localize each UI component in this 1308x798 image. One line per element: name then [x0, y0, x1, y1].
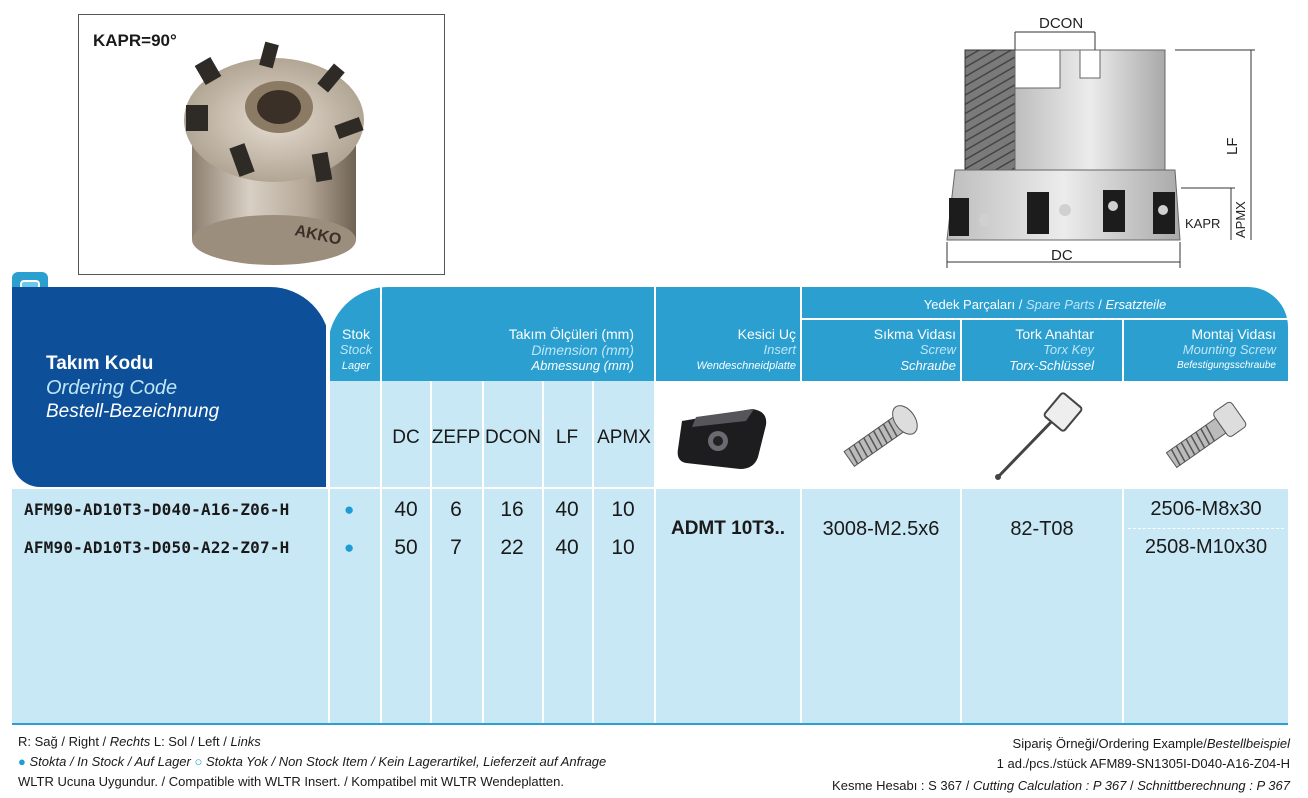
insert-image-cell [656, 381, 800, 489]
dimension-de: Abmessung (mm) [531, 358, 634, 373]
key-image-cell [962, 381, 1122, 489]
stock-tr: Stok [341, 326, 370, 342]
stock-en: Stock [339, 342, 373, 357]
lf-row2: 40 [555, 536, 579, 559]
screw-icon [802, 381, 960, 489]
insert-value: ADMT 10T3.. [670, 518, 786, 539]
mount-image-cell [1124, 381, 1288, 489]
screw-en: Screw [919, 342, 956, 357]
lf-row1: 40 [555, 498, 579, 521]
key-en: Torx Key [1043, 342, 1094, 357]
milling-cutter-image [174, 35, 374, 270]
footer-example-code: 1 ad./pcs./stück AFM89-SN1305I-D040-A16-Z04-H [996, 756, 1290, 771]
footer-bestellbeispiel: Bestellbeispiel [1206, 736, 1290, 751]
insert-header [656, 326, 796, 374]
footer-rechts: Rechts [109, 734, 151, 749]
footer-non-stock: Stokta Yok / Non Stock Item / Kein Lagerartikel, Lieferzeit auf Anfrage [202, 754, 607, 769]
key-header [962, 326, 1094, 374]
footer-links: Links [230, 734, 261, 749]
footer-r-label: R: Sağ / Right / [18, 734, 110, 749]
brand-engraving: AKKO [293, 222, 343, 249]
mount-tr: Montaj Vidası [1191, 326, 1276, 342]
stock-de: Lager [341, 360, 371, 372]
mount-divider [1128, 528, 1284, 529]
screw-tr: Sıkma Vidası [873, 326, 956, 342]
code-column [12, 489, 328, 723]
ordering-code-row1: AFM90-AD10T3-D040-A16-Z06-H [24, 500, 290, 519]
footer-compat: WLTR Ucuna Uygundur. / Compatible with WLTR Insert. / Kompatibel mit WLTR Wendeplatten. [18, 774, 564, 789]
dc-row1: 40 [394, 498, 418, 521]
mount-en: Mounting Screw [1182, 342, 1276, 357]
dim-header-dc: DC [392, 427, 420, 448]
lf-label: LF [1224, 137, 1241, 155]
footer-calc-sep: / [1126, 778, 1138, 793]
ordering-code-tr: Takım Kodu [46, 353, 154, 374]
dimension-header [382, 326, 634, 374]
ordering-code-row2: AFM90-AD10T3-D050-A22-Z07-H [24, 538, 290, 557]
insert-tr: Kesici Uç [737, 326, 796, 342]
footer-stock-dot: ● [18, 754, 26, 769]
footer-ordering-example [1013, 736, 1290, 751]
mount-screw-row2: 2508-M10x30 [1144, 536, 1268, 558]
mounting-screw-icon [1124, 381, 1288, 489]
screw-header [802, 326, 956, 374]
key-de: Torx-Schlüssel [1009, 358, 1094, 373]
insert-icon [656, 381, 800, 489]
dcon-row2: 22 [500, 536, 524, 559]
footer-calc-tr: Kesme Hesabı : S 367 / [832, 778, 973, 793]
screw-de: Schraube [900, 358, 956, 373]
product-photo [78, 14, 445, 275]
dimension-en: Dimension (mm) [531, 342, 634, 358]
apmx-row1: 10 [611, 498, 635, 521]
spare-parts-header [802, 297, 1288, 313]
footer-calc-en: Cutting Calculation : P 367 [972, 778, 1127, 793]
dcon-row1: 16 [500, 498, 524, 521]
mount-de: Befestigungsschraube [1177, 360, 1276, 371]
stock-dot-row1: ● [344, 500, 355, 519]
apmx-row2: 10 [611, 536, 635, 559]
spare-sep-1: / [1018, 297, 1023, 312]
spare-en: Spare Parts [1025, 297, 1095, 312]
ordering-code-de: Bestell-Bezeichnung [46, 401, 220, 422]
footer-in-stock: Stokta / In Stock / Auf Lager [25, 754, 195, 769]
dc-label: DC [1051, 247, 1073, 264]
kapr-dim-label: KAPR [1185, 216, 1221, 231]
footer-legend-stock [18, 754, 606, 769]
kapr-label: KAPR=90° [93, 31, 177, 50]
ordering-code-en: Ordering Code [46, 377, 178, 399]
spare-sep-2: / [1098, 297, 1102, 312]
screw-image-cell [802, 381, 960, 489]
stock-header [330, 326, 382, 374]
dim-header-lf: LF [555, 427, 579, 448]
dcon-label: DCON [1039, 15, 1084, 32]
mount-column [1124, 489, 1288, 723]
screw-value: 3008-M2.5x6 [822, 518, 940, 540]
ordering-code-header [12, 287, 330, 487]
dimension-tr: Takım Ölçüleri (mm) [508, 326, 634, 342]
spare-tr: Yedek Parçaları [923, 297, 1016, 312]
torx-key-icon [962, 381, 1122, 489]
mount-header [1124, 326, 1276, 374]
dim-header-apmx: APMX [597, 427, 651, 448]
footer-nonstock-circle: ○ [194, 754, 203, 769]
zefp-row1: 6 [450, 498, 462, 521]
insert-de: Wendeschneidplatte [696, 360, 796, 372]
apmx-label: APMX [1233, 201, 1248, 238]
stock-dot-row2: ● [344, 538, 355, 557]
key-value: 82-T08 [1010, 518, 1074, 540]
footer-l-label: L: Sol / Left / [150, 734, 231, 749]
spare-de: Ersatzteile [1105, 297, 1167, 312]
footer-legend-rl [18, 734, 261, 749]
dim-header-dcon: DCON [485, 427, 541, 448]
mount-screw-row1: 2506-M8x30 [1150, 498, 1262, 520]
technical-drawing [935, 10, 1265, 275]
insert-en: Insert [763, 342, 796, 357]
stock-column [330, 381, 380, 723]
key-tr: Tork Anahtar [1015, 326, 1094, 342]
footer-example-label: Sipariş Örneği/Ordering Example/ [1012, 736, 1207, 751]
dim-header-zefp: ZEFP [431, 427, 481, 448]
dc-row2: 50 [394, 536, 418, 559]
footer-calc-de: Schnittberechnung : P 367 [1137, 778, 1290, 793]
zefp-row2: 7 [450, 536, 462, 559]
footer-cutting-calc [832, 778, 1290, 793]
